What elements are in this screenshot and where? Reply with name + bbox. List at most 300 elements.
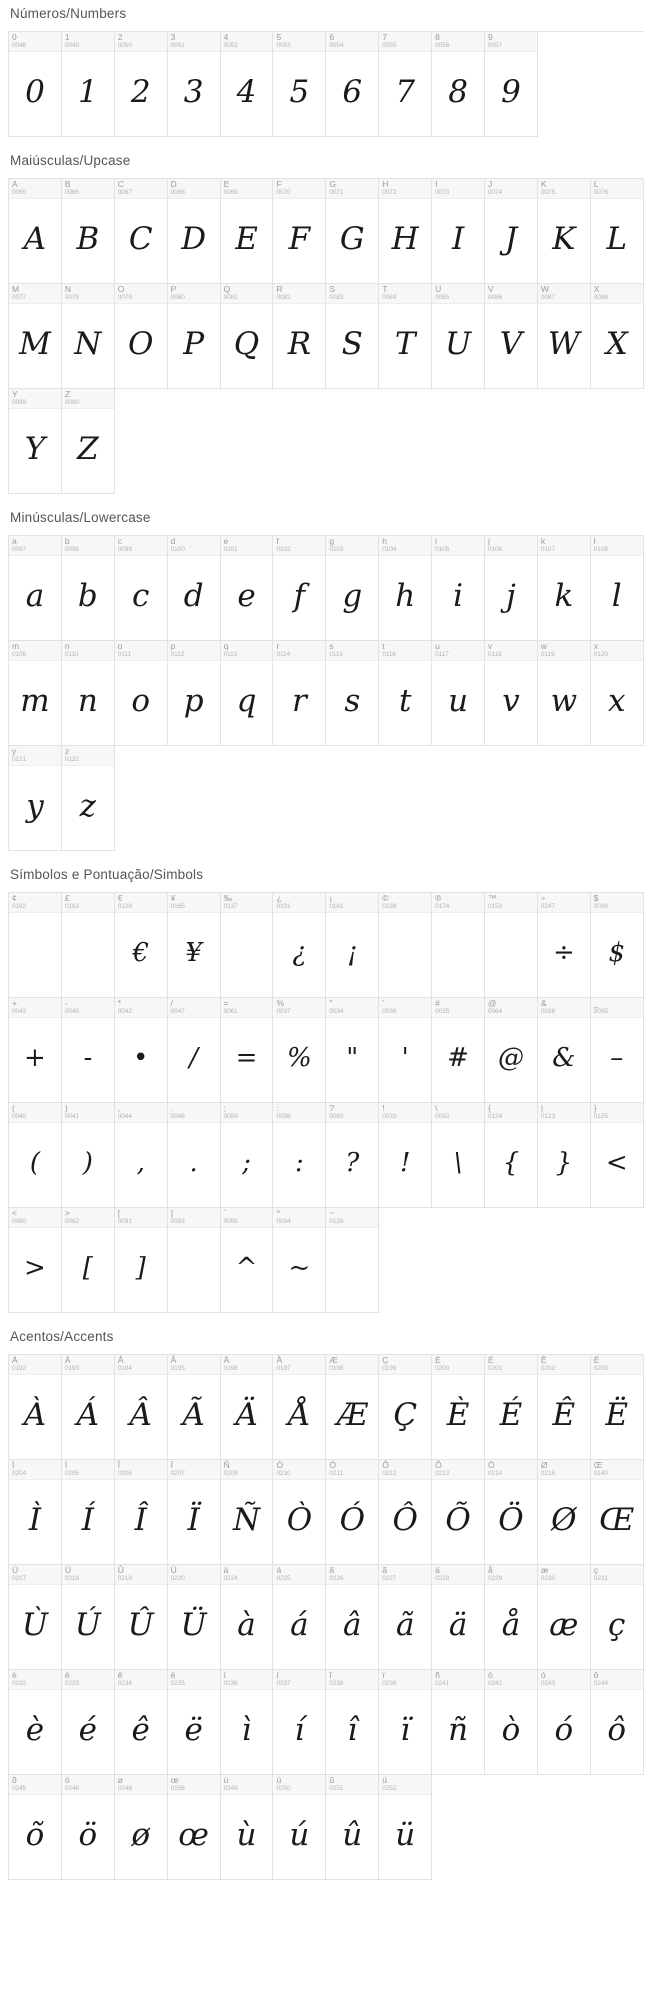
glyph-cell-header <box>326 1103 378 1123</box>
glyph-cell-header <box>379 1355 431 1375</box>
glyph-cell-header <box>432 893 484 913</box>
glyph-cell-header <box>168 536 220 556</box>
glyph-code-label: 0125 <box>593 1113 608 1120</box>
glyph-cell[interactable] <box>115 641 168 746</box>
glyph-cell[interactable] <box>591 536 644 641</box>
glyph-cell[interactable] <box>273 1565 326 1670</box>
glyph-code-label: 0097 <box>12 546 27 553</box>
glyph-preview: à <box>237 1606 256 1643</box>
glyph-cell[interactable] <box>538 998 591 1103</box>
glyph-cell[interactable] <box>9 1103 62 1208</box>
glyph-char-label: f <box>276 536 279 546</box>
glyph-cell[interactable] <box>168 1460 221 1565</box>
glyph-cell[interactable] <box>379 536 432 641</box>
glyph-cell[interactable] <box>485 1103 538 1208</box>
glyph-cell[interactable] <box>273 1670 326 1775</box>
glyph-cell-header <box>221 1208 273 1228</box>
glyph-cell-header <box>326 1775 378 1795</box>
glyph-cell[interactable] <box>538 536 591 641</box>
glyph-cell[interactable] <box>326 1103 379 1208</box>
glyph-cell[interactable] <box>168 1355 221 1460</box>
glyph-cell[interactable] <box>221 641 274 746</box>
glyph-cell[interactable] <box>62 1460 115 1565</box>
glyph-char-label: é <box>64 1670 70 1680</box>
glyph-cell[interactable] <box>168 1670 221 1775</box>
glyph-cell[interactable] <box>62 32 115 137</box>
glyph-cell[interactable] <box>432 1355 485 1460</box>
glyph-cell[interactable] <box>273 1775 326 1880</box>
glyph-cell[interactable] <box>221 536 274 641</box>
glyph-char-label: 5 <box>276 32 282 42</box>
glyph-cell-header <box>538 284 590 304</box>
glyph-cell-header <box>221 1460 273 1480</box>
glyph-code-label: 0060 <box>12 1218 27 1225</box>
glyph-char-label: ø <box>117 1775 123 1785</box>
glyph-char-label: ~ <box>329 1208 335 1218</box>
glyph-preview: W <box>547 325 580 362</box>
glyph-cell[interactable] <box>591 1565 644 1670</box>
glyph-cell-header <box>591 284 643 304</box>
glyph-preview: É <box>499 1396 523 1433</box>
glyph-preview: Õ <box>445 1501 471 1538</box>
glyph-cell[interactable] <box>379 1460 432 1565</box>
glyph-code-label: 0233 <box>64 1680 79 1687</box>
glyph-char-label: ® <box>435 893 442 903</box>
glyph-code-label: 0106 <box>488 546 503 553</box>
glyph-cell-header <box>432 998 484 1018</box>
glyph-cell[interactable] <box>9 536 62 641</box>
glyph-preview: + <box>24 1043 46 1073</box>
glyph-char-label: t <box>382 641 385 651</box>
glyph-grid-symbols <box>8 892 644 1313</box>
glyph-cell[interactable] <box>432 1670 485 1775</box>
glyph-code-label: 0084 <box>382 294 397 301</box>
glyph-char-label: . <box>170 1103 174 1113</box>
glyph-code-label: 0099 <box>117 546 132 553</box>
glyph-cell[interactable] <box>273 1460 326 1565</box>
glyph-cell[interactable] <box>115 998 168 1103</box>
glyph-cell-header <box>9 893 61 913</box>
glyph-cell[interactable] <box>485 1670 538 1775</box>
glyph-cell[interactable] <box>9 1355 62 1460</box>
glyph-cell[interactable] <box>62 1775 115 1880</box>
glyph-char-label: _ <box>593 998 599 1008</box>
glyph-cell-header <box>273 1208 325 1228</box>
glyph-char-label: Î <box>117 1460 121 1470</box>
glyph-code-label: 0077 <box>12 294 27 301</box>
glyph-cell[interactable] <box>379 998 432 1103</box>
glyph-code-label: 0048 <box>12 42 27 49</box>
glyph-code-label: 0105 <box>435 546 450 553</box>
glyph-cell[interactable] <box>9 1775 62 1880</box>
glyph-cell[interactable] <box>432 179 485 284</box>
glyph-cell[interactable] <box>221 1103 274 1208</box>
glyph-cell[interactable] <box>591 893 644 998</box>
glyph-code-label: 0108 <box>593 546 608 553</box>
glyph-code-label: 0214 <box>488 1470 503 1477</box>
glyph-preview: Å <box>288 1396 311 1433</box>
glyph-cell-header <box>591 179 643 199</box>
glyph-preview: Ô <box>392 1501 418 1538</box>
glyph-cell[interactable] <box>485 1460 538 1565</box>
glyph-cell[interactable] <box>115 893 168 998</box>
glyph-section-symbols <box>8 855 653 1313</box>
glyph-cell[interactable] <box>326 1775 379 1880</box>
glyph-cell[interactable] <box>221 1460 274 1565</box>
glyph-char-label: : <box>276 1103 279 1113</box>
glyph-cell[interactable] <box>115 1208 168 1313</box>
glyph-cell[interactable] <box>62 641 115 746</box>
glyph-cell[interactable] <box>538 893 591 998</box>
glyph-cell[interactable] <box>379 32 432 137</box>
glyph-code-label: 0067 <box>117 189 132 196</box>
glyph-cell[interactable] <box>168 32 221 137</box>
glyph-code-label: 0247 <box>540 903 555 910</box>
glyph-cell[interactable] <box>591 1355 644 1460</box>
glyph-preview: A <box>23 220 47 257</box>
glyph-preview: x <box>608 682 626 719</box>
glyph-char-label: m <box>12 641 20 651</box>
glyph-cell[interactable] <box>168 893 221 998</box>
glyph-cell[interactable] <box>62 179 115 284</box>
glyph-char-label: # <box>435 998 440 1008</box>
glyph-cell[interactable] <box>62 284 115 389</box>
glyph-preview: ] <box>135 1253 146 1283</box>
glyph-cell[interactable] <box>273 1208 326 1313</box>
glyph-cell[interactable] <box>273 893 326 998</box>
glyph-cell-header <box>432 1565 484 1585</box>
glyph-preview: = <box>235 1043 258 1073</box>
glyph-char-label: Ù <box>12 1565 19 1575</box>
glyph-char-label: ï <box>382 1670 385 1680</box>
glyph-code-label: 0080 <box>170 294 185 301</box>
glyph-char-label: á <box>276 1565 282 1575</box>
glyph-char-label: z <box>64 746 70 756</box>
glyph-cell[interactable] <box>273 32 326 137</box>
glyph-preview: è <box>25 1711 45 1748</box>
glyph-preview: Ø <box>551 1501 577 1538</box>
glyph-cell[interactable] <box>168 1775 221 1880</box>
glyph-preview: j <box>506 577 516 614</box>
glyph-preview: q <box>236 682 257 719</box>
glyph-code-label: 0119 <box>540 651 555 658</box>
glyph-cell[interactable] <box>379 284 432 389</box>
section-title-accents: Acentos/Accents <box>10 1329 114 1344</box>
glyph-cell-header <box>168 284 220 304</box>
glyph-cell-header <box>168 1103 220 1123</box>
glyph-cell[interactable] <box>591 998 644 1103</box>
glyph-cell[interactable] <box>62 536 115 641</box>
glyph-code-label: 0075 <box>540 189 555 196</box>
glyph-cell[interactable] <box>9 641 62 746</box>
glyph-cell-header <box>9 1355 61 1375</box>
glyph-char-label: s <box>329 641 334 651</box>
glyph-cell[interactable] <box>62 1355 115 1460</box>
glyph-preview: L <box>606 220 628 257</box>
glyph-cell[interactable] <box>168 536 221 641</box>
glyph-cell-header <box>485 1565 537 1585</box>
glyph-cell[interactable] <box>221 1670 274 1775</box>
glyph-cell[interactable] <box>326 1565 379 1670</box>
glyph-char-label: b <box>64 536 70 546</box>
glyph-preview: E <box>235 220 258 257</box>
glyph-char-label: ¡ <box>329 893 333 903</box>
glyph-code-label: 0113 <box>223 651 238 658</box>
glyph-cell[interactable] <box>432 32 485 137</box>
glyph-cell[interactable] <box>9 179 62 284</box>
glyph-cell-header <box>9 1670 61 1690</box>
glyph-cell[interactable] <box>168 998 221 1103</box>
glyph-cell[interactable] <box>326 893 379 998</box>
glyph-cell[interactable] <box>115 1775 168 1880</box>
glyph-cell[interactable] <box>485 536 538 641</box>
glyph-cell[interactable] <box>273 1103 326 1208</box>
glyph-cell-header <box>538 1670 590 1690</box>
glyph-cell[interactable] <box>115 179 168 284</box>
glyph-preview: Q <box>233 325 260 362</box>
glyph-cell[interactable] <box>115 1103 168 1208</box>
glyph-cell[interactable] <box>62 1103 115 1208</box>
glyph-cell[interactable] <box>221 32 274 137</box>
glyph-cell[interactable] <box>115 1670 168 1775</box>
glyph-cell[interactable] <box>326 998 379 1103</box>
glyph-preview: Ä <box>235 1396 258 1433</box>
glyph-cell-header <box>273 893 325 913</box>
glyph-char-label: ô <box>593 1670 599 1680</box>
glyph-cell[interactable] <box>115 536 168 641</box>
glyph-cell[interactable] <box>62 389 115 494</box>
glyph-cell[interactable] <box>168 179 221 284</box>
glyph-cell[interactable] <box>432 641 485 746</box>
glyph-cell[interactable] <box>168 1208 221 1313</box>
glyph-cell[interactable] <box>168 641 221 746</box>
glyph-cell[interactable] <box>432 536 485 641</box>
glyph-cell[interactable] <box>326 1208 379 1313</box>
glyph-cell-header <box>538 1103 590 1123</box>
glyph-cell[interactable] <box>432 284 485 389</box>
glyph-cell[interactable] <box>273 284 326 389</box>
glyph-preview: ù <box>236 1816 257 1853</box>
glyph-cell[interactable] <box>538 1565 591 1670</box>
glyph-cell[interactable] <box>62 746 115 851</box>
glyph-cell[interactable] <box>221 179 274 284</box>
glyph-code-label: 0161 <box>329 903 344 910</box>
glyph-code-label: 0101 <box>223 546 238 553</box>
glyph-section-upcase <box>8 141 653 494</box>
glyph-cell[interactable] <box>221 1355 274 1460</box>
glyph-cell-header <box>221 1670 273 1690</box>
glyph-cell[interactable] <box>273 179 326 284</box>
glyph-cell[interactable] <box>379 179 432 284</box>
glyph-cell[interactable] <box>432 998 485 1103</box>
glyph-cell[interactable] <box>538 179 591 284</box>
glyph-cell[interactable] <box>485 893 538 998</box>
glyph-code-label: 0243 <box>540 1680 555 1687</box>
glyph-cell[interactable] <box>9 893 62 998</box>
glyph-cell[interactable] <box>273 641 326 746</box>
glyph-cell[interactable] <box>485 32 538 137</box>
glyph-cell[interactable] <box>115 1460 168 1565</box>
glyph-cell[interactable] <box>168 1103 221 1208</box>
glyph-cell[interactable] <box>538 1103 591 1208</box>
glyph-cell[interactable] <box>9 1565 62 1670</box>
section-title-upcase: Maiúsculas/Upcase <box>10 153 131 168</box>
glyph-code-label: 0102 <box>276 546 291 553</box>
glyph-cell[interactable] <box>273 998 326 1103</box>
glyph-code-label: 0050 <box>117 42 132 49</box>
glyph-char-label: g <box>329 536 335 546</box>
glyph-char-label: | <box>540 1103 544 1113</box>
glyph-cell[interactable] <box>432 1460 485 1565</box>
glyph-cell[interactable] <box>115 1565 168 1670</box>
glyph-cell[interactable] <box>115 284 168 389</box>
glyph-cell[interactable] <box>9 284 62 389</box>
glyph-preview: # <box>447 1043 469 1073</box>
glyph-cell[interactable] <box>538 1670 591 1775</box>
glyph-char-label: Ë <box>593 1355 600 1365</box>
glyph-cell[interactable] <box>432 1565 485 1670</box>
glyph-cell[interactable] <box>591 179 644 284</box>
glyph-cell[interactable] <box>273 536 326 641</box>
glyph-cell[interactable] <box>326 32 379 137</box>
glyph-preview: b <box>77 577 98 614</box>
glyph-cell[interactable] <box>221 1565 274 1670</box>
glyph-code-label: 0224 <box>223 1575 238 1582</box>
glyph-cell[interactable] <box>485 998 538 1103</box>
glyph-code-label: 0115 <box>329 651 343 658</box>
glyph-cell[interactable] <box>168 1565 221 1670</box>
glyph-cell[interactable] <box>115 32 168 137</box>
glyph-cell[interactable] <box>221 893 274 998</box>
glyph-cell[interactable] <box>485 641 538 746</box>
glyph-cell[interactable] <box>538 641 591 746</box>
glyph-cell[interactable] <box>9 1208 62 1313</box>
glyph-cell-header <box>62 32 114 52</box>
glyph-char-label: ( <box>12 1103 15 1113</box>
glyph-cell[interactable] <box>538 1460 591 1565</box>
glyph-cell[interactable] <box>379 1775 432 1880</box>
glyph-cell[interactable] <box>62 893 115 998</box>
glyph-cell-header <box>62 536 114 556</box>
glyph-cell[interactable] <box>538 284 591 389</box>
glyph-char-label: U <box>435 284 442 294</box>
glyph-cell[interactable] <box>326 179 379 284</box>
glyph-cell[interactable] <box>326 1460 379 1565</box>
glyph-cell[interactable] <box>9 746 62 851</box>
glyph-char-label: Ì <box>12 1460 15 1470</box>
glyph-cell[interactable] <box>432 893 485 998</box>
glyph-cell-header <box>115 893 167 913</box>
glyph-cell[interactable] <box>9 1670 62 1775</box>
glyph-cell-header <box>168 1775 220 1795</box>
glyph-cell[interactable] <box>591 1670 644 1775</box>
glyph-cell[interactable] <box>379 1355 432 1460</box>
glyph-preview: Y <box>24 430 46 467</box>
glyph-cell[interactable] <box>62 998 115 1103</box>
glyph-preview: 6 <box>342 73 363 110</box>
glyph-cell[interactable] <box>432 1103 485 1208</box>
glyph-cell[interactable] <box>62 1208 115 1313</box>
glyph-cell[interactable] <box>485 284 538 389</box>
glyph-preview: ¡ <box>347 938 358 968</box>
glyph-cell[interactable] <box>326 1355 379 1460</box>
glyph-preview: 3 <box>183 73 204 110</box>
glyph-cell-header <box>9 998 61 1018</box>
glyph-cell[interactable] <box>221 1208 274 1313</box>
glyph-cell[interactable] <box>9 998 62 1103</box>
glyph-char-label: l <box>593 536 596 546</box>
glyph-preview: Â <box>129 1396 152 1433</box>
glyph-char-label: W <box>540 284 549 294</box>
glyph-cell[interactable] <box>379 1670 432 1775</box>
glyph-cell[interactable] <box>9 1460 62 1565</box>
glyph-cell[interactable] <box>591 641 644 746</box>
glyph-char-label: X <box>593 284 600 294</box>
glyph-code-label: 0085 <box>435 294 450 301</box>
glyph-cell[interactable] <box>485 1355 538 1460</box>
glyph-cell-header <box>9 1565 61 1585</box>
glyph-cell[interactable] <box>9 32 62 137</box>
glyph-cell-header <box>432 641 484 661</box>
glyph-cell-header <box>62 998 114 1018</box>
glyph-preview: g <box>342 577 363 614</box>
glyph-cell[interactable] <box>326 641 379 746</box>
glyph-section-accents <box>8 1317 653 1880</box>
glyph-cell[interactable] <box>221 1775 274 1880</box>
glyph-code-label: 0232 <box>12 1680 27 1687</box>
glyph-char-label: Ê <box>540 1355 547 1365</box>
glyph-cell[interactable] <box>168 284 221 389</box>
glyph-cell-header <box>221 1565 273 1585</box>
glyph-char-label: " <box>329 998 333 1008</box>
glyph-code-label: 0078 <box>64 294 79 301</box>
glyph-preview: J <box>504 220 518 257</box>
glyph-cell[interactable] <box>485 1565 538 1670</box>
glyph-cell[interactable] <box>326 1670 379 1775</box>
glyph-cell-header <box>115 1775 167 1795</box>
glyph-cell[interactable] <box>591 284 644 389</box>
glyph-cell-header <box>379 1670 431 1690</box>
glyph-cell[interactable] <box>379 1565 432 1670</box>
glyph-preview: - <box>83 1043 93 1073</box>
glyph-code-label: 0126 <box>329 1218 344 1225</box>
glyph-cell-header <box>326 998 378 1018</box>
glyph-cell[interactable] <box>221 284 274 389</box>
glyph-cell[interactable] <box>591 1460 644 1565</box>
glyph-cell[interactable] <box>379 641 432 746</box>
glyph-cell[interactable] <box>273 1355 326 1460</box>
glyph-cell[interactable] <box>485 179 538 284</box>
glyph-cell[interactable] <box>538 1355 591 1460</box>
glyph-cell[interactable] <box>62 1670 115 1775</box>
glyph-cell[interactable] <box>9 389 62 494</box>
glyph-cell[interactable] <box>379 893 432 998</box>
glyph-preview: M <box>19 325 51 362</box>
glyph-char-label: À <box>12 1355 18 1365</box>
glyph-code-label: 0056 <box>435 42 450 49</box>
glyph-cell[interactable] <box>115 1355 168 1460</box>
glyph-cell-header <box>379 1775 431 1795</box>
glyph-cell-header <box>485 641 537 661</box>
glyph-cell[interactable] <box>379 1103 432 1208</box>
glyph-char-label: ; <box>223 1103 226 1113</box>
glyph-cell[interactable] <box>326 536 379 641</box>
glyph-cell[interactable] <box>221 998 274 1103</box>
section-title-symbols: Símbolos e Pontuação/Simbols <box>10 867 204 882</box>
glyph-cell[interactable] <box>62 1565 115 1670</box>
glyph-cell[interactable] <box>326 284 379 389</box>
glyph-cell[interactable] <box>591 1103 644 1208</box>
